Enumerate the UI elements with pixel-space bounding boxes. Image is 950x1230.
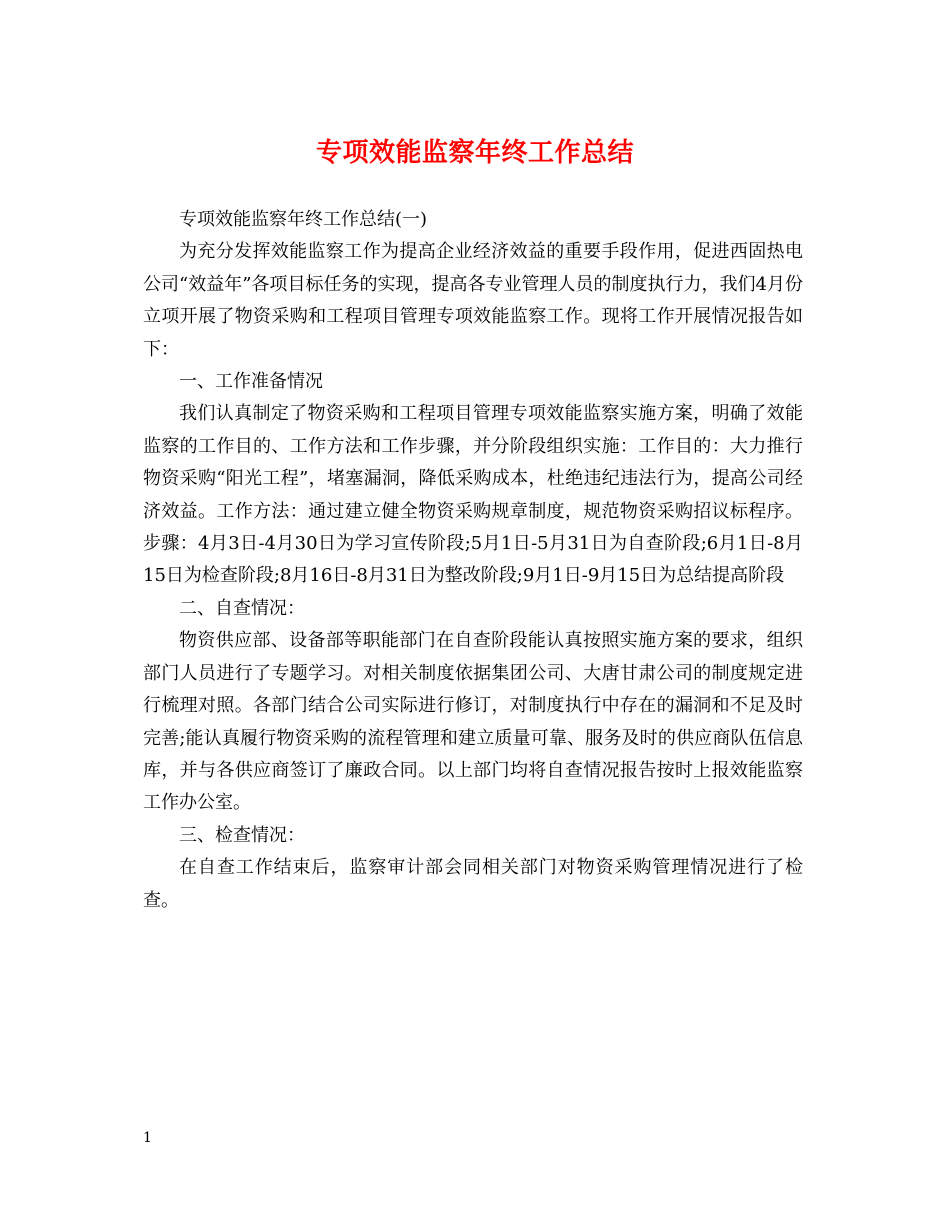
document-title: 专项效能监察年终工作总结 bbox=[315, 138, 634, 168]
page-number: 1 bbox=[143, 1130, 152, 1146]
section-heading-self-check: 二、自查情况： bbox=[179, 597, 305, 619]
section-heading-inspection: 三、检查情况： bbox=[179, 824, 305, 846]
paragraph-intro: 为充分发挥效能监察工作为提高企业经济效益的重要手段作用，促进西固热电公司“效益年”各项目标任务的实现，提高各专业管理人员的制度执行力，我们4月份立项开展了物资采购和工程项目管理专项效能监察工作。现将工作开展情况报告如下： bbox=[143, 241, 803, 360]
document-body bbox=[143, 204, 803, 917]
section-heading-preparation: 一、工作准备情况 bbox=[179, 371, 323, 393]
paragraph-self-check: 物资供应部、设备部等职能部门在自查阶段能认真按照实施方案的要求，组织部门人员进行了专题学习。对相关制度依据集团公司、大唐甘肃公司的制度规定进行梳理对照。各部门结合公司实际进行修订，对制度执行中存在的漏洞和不足及时完善;能认真履行物资采购的流程管理和建立质量可靠、服务及时的供应商队伍信息库，并与各供应商签订了廉政合同。以上部门均将自查情况报告按时上报效能监察工作办公室。 bbox=[143, 630, 803, 814]
paragraph-preparation: 我们认真制定了物资采购和工程项目管理专项效能监察实施方案，明确了效能监察的工作目的、工作方法和工作步骤，并分阶段组织实施：工作目的：大力推行物资采购“阳光工程”，堵塞漏洞，降低采购成本，杜绝违纪违法行为，提高公司经济效益。工作方法：通过建立健全物资采购规章制度，规范物资采购招议标程序。步骤：4月3日-4月30日为学习宣传阶段;5月1日-5月31日为自查阶段;6月1日-8月15日为检查阶段;8月16日-8月31日为整改阶段;9月1日-9月15日为总结提高阶段 bbox=[143, 403, 803, 587]
paragraph-subtitle: 专项效能监察年终工作总结(一) bbox=[179, 209, 428, 230]
paragraph-inspection: 在自查工作结束后，监察审计部会同相关部门对物资采购管理情况进行了检查。 bbox=[143, 857, 803, 911]
